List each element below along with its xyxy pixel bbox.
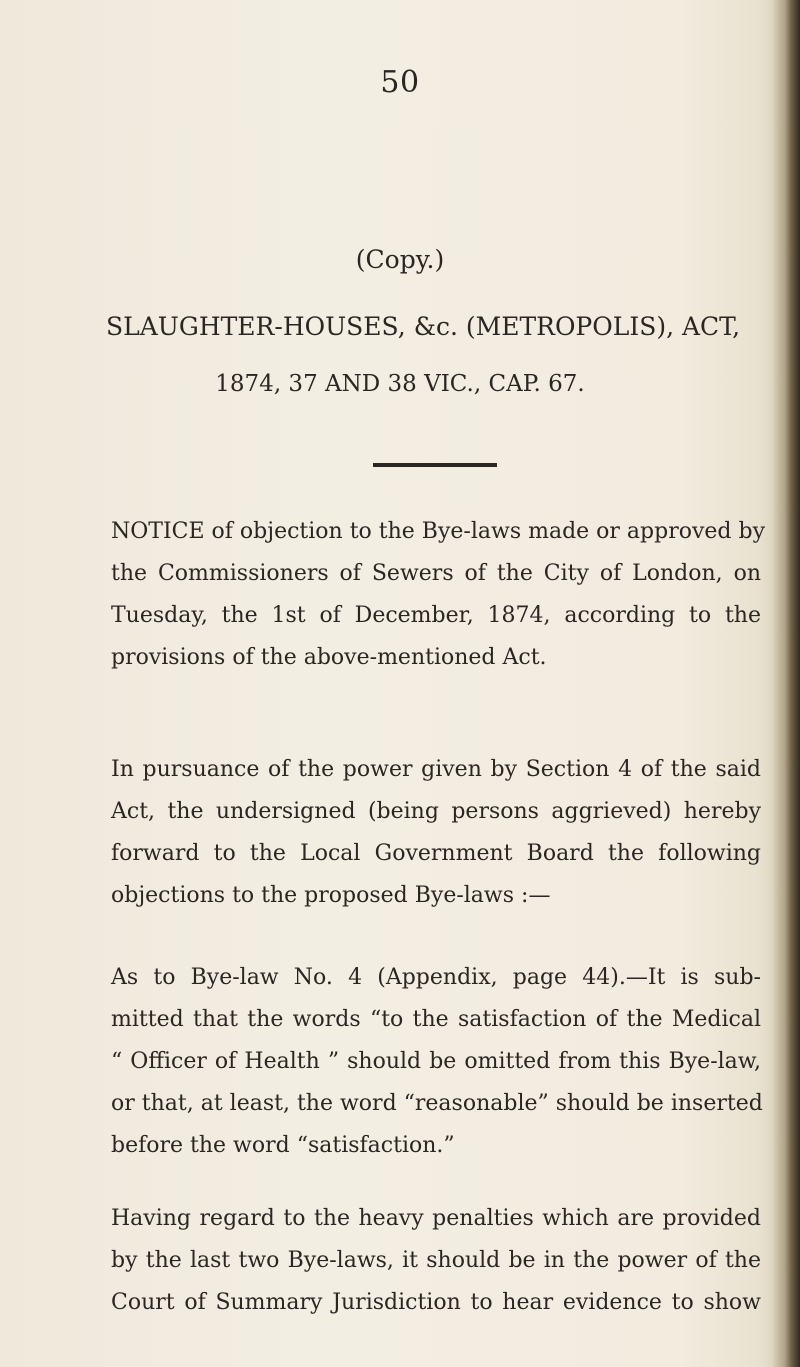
paragraph-line: Act, the undersigned (being persons aggrieved) hereby: [111, 799, 761, 824]
act-title: SLAUGHTER-HOUSES, &c. (METROPOLIS), ACT,: [106, 312, 741, 341]
paragraph-line: objections to the proposed Bye-laws :—: [111, 883, 551, 908]
title-divider: [373, 463, 497, 467]
paragraph-line: “ Officer of Health ” should be omitted from this Bye-law,: [111, 1049, 761, 1074]
paragraph-line: before the word “satisfaction.”: [111, 1133, 455, 1158]
paragraph-line: In pursuance of the power given by Section 4 of the said: [111, 757, 761, 782]
notice-paragraph: [111, 511, 766, 679]
paragraph-line: provisions of the above-mentioned Act.: [111, 645, 547, 670]
page-number: 50: [380, 65, 420, 100]
paragraph-line: the Commissioners of Sewers of the City of London, on: [111, 561, 761, 586]
pursuance-paragraph: [111, 749, 761, 917]
paragraph-line: Having regard to the heavy penalties which are provided: [111, 1206, 761, 1231]
paragraph-line: Court of Summary Jurisdiction to hear evidence to show: [111, 1290, 761, 1315]
paragraph-line: Tuesday, the 1st of December, 1874, according to the: [111, 603, 761, 628]
paragraph-line: As to Bye-law No. 4 (Appendix, page 44).—It is sub-: [111, 965, 761, 990]
act-citation: 1874, 37 AND 38 VIC., CAP. 67.: [215, 371, 585, 397]
paragraph-line: mitted that the words “to the satisfaction of the Medical: [111, 1007, 761, 1032]
paragraph-line: forward to the Local Government Board the following: [111, 841, 761, 866]
paragraph-line: by the last two Bye-laws, it should be in the power of the: [111, 1248, 761, 1273]
paragraph-line: or that, at least, the word “reasonable” should be inserted: [111, 1091, 763, 1116]
penalties-paragraph: [111, 1198, 761, 1324]
bye-law-4-paragraph: [111, 957, 761, 1167]
page-binding-edge: [772, 0, 800, 1367]
paragraph-line: NOTICE of objection to the Bye-laws made or approved by: [111, 519, 766, 544]
copy-label: (Copy.): [355, 245, 445, 274]
